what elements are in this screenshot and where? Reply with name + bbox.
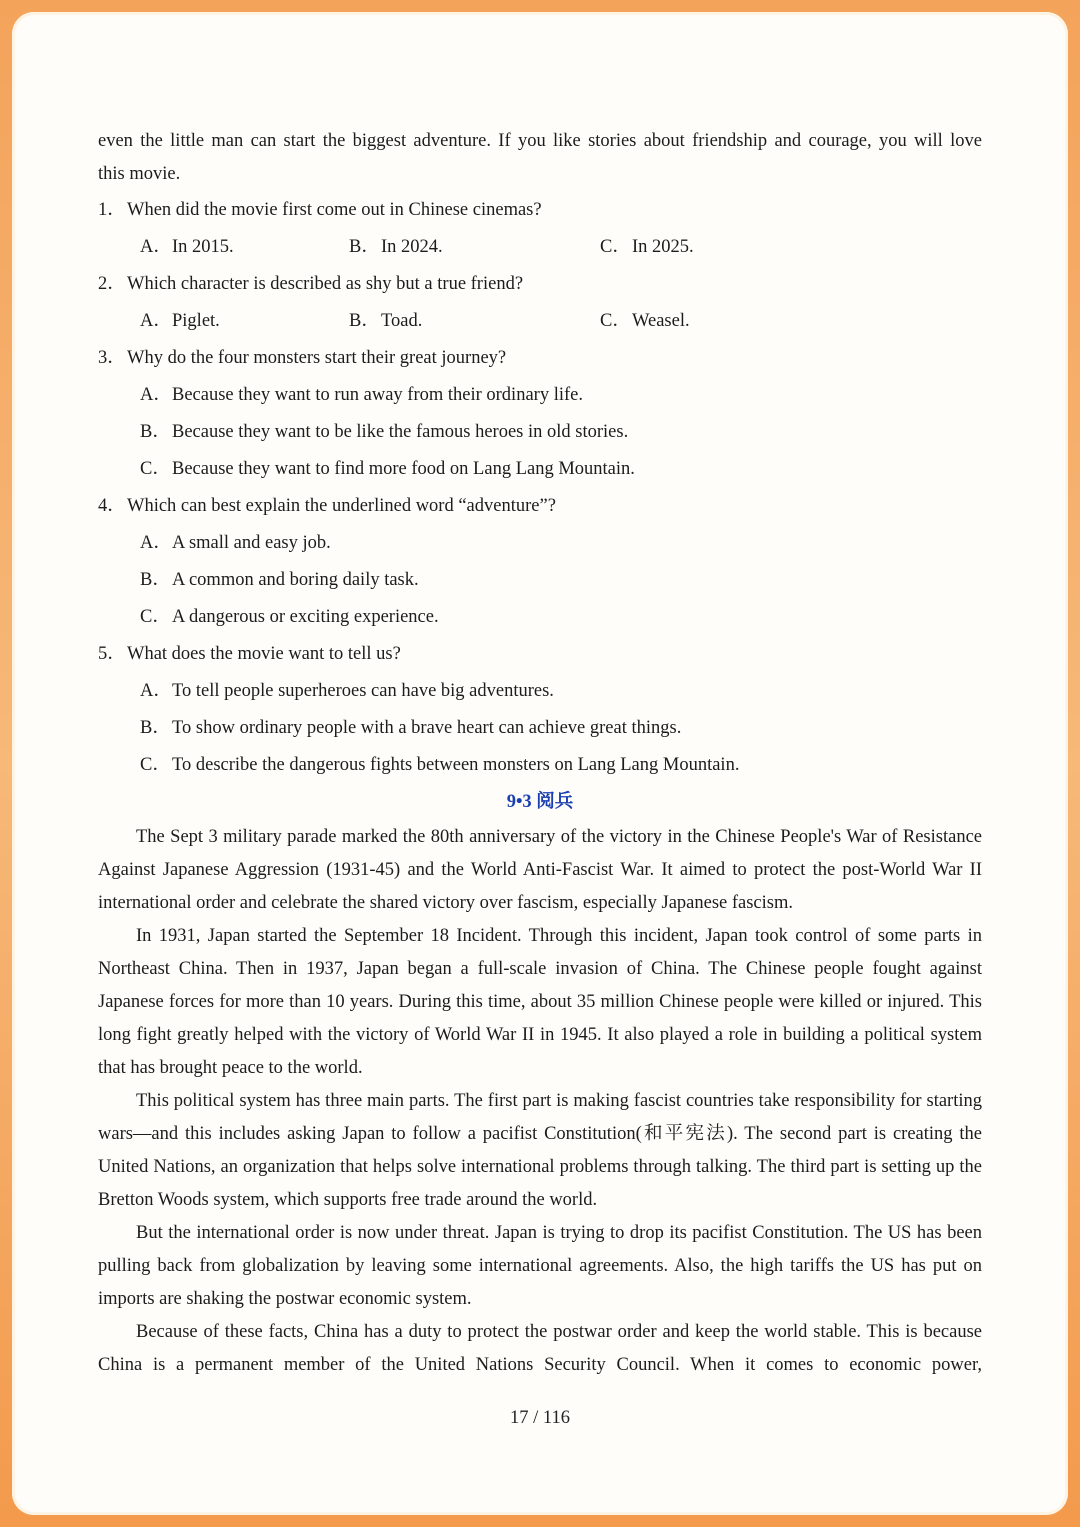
question-2 xyxy=(98,266,982,340)
intro-line-1: even the little man can start the biggest adventure. If you like stories about friendship and courage, you will love xyxy=(98,131,982,151)
question-text: Which character is described as shy but a true friend? xyxy=(127,274,524,294)
option-text: Because they want to be like the famous heroes in old stories. xyxy=(172,422,629,442)
question-stem xyxy=(98,192,982,229)
option-text: Because they want to run away from their ordinary life. xyxy=(172,385,583,405)
document-content xyxy=(98,124,982,1382)
question-number: 3． xyxy=(98,348,126,368)
option-letter: B． xyxy=(349,311,380,331)
option-a xyxy=(140,229,234,266)
paragraph-1: The Sept 3 military parade marked the 80th anniversary of the victory in the Chinese People's War of Resistance Against Japanese Aggression (1931-45) and the World Anti-Fascist War. It aimed to protect the post-World War II international order and celebrate the shared victory over fascism, especially Japanese fascism. xyxy=(98,827,982,913)
option-text: Toad. xyxy=(381,311,423,331)
question-number: 1． xyxy=(98,200,126,220)
option-text: To show ordinary people with a brave heart can achieve great things. xyxy=(172,718,682,738)
paragraph-3: This political system has three main parts. The first part is making fascist countries take responsibility for starting wars—and this includes asking Japan to follow a pacifist Constitution(和平宪法). The second part is creating the United Nations, an organization that helps solve international problems through talking. The third part is setting up the Bretton Woods system, which supports free trade around the world. xyxy=(98,1091,982,1210)
question-stem xyxy=(98,266,982,303)
question-3 xyxy=(98,340,982,488)
option-a xyxy=(140,303,220,340)
option-b xyxy=(98,710,982,747)
question-stem xyxy=(98,340,982,377)
question-number: 2． xyxy=(98,274,126,294)
question-number: 5． xyxy=(98,644,126,664)
paragraph-5: Because of these facts, China has a duty to protect the postwar order and keep the world stable. This is because China is a permanent member of the United Nations Security Council. When it comes to economic power, xyxy=(98,1322,982,1375)
question-text: What does the movie want to tell us? xyxy=(127,644,401,664)
option-a xyxy=(98,673,982,710)
option-text: In 2015. xyxy=(172,237,234,257)
option-c xyxy=(98,451,982,488)
option-letter: C． xyxy=(140,459,171,479)
option-letter: A． xyxy=(140,385,172,405)
question-text: When did the movie first come out in Chinese cinemas? xyxy=(127,200,542,220)
option-letter: B． xyxy=(140,422,171,442)
option-a xyxy=(98,377,982,414)
option-b xyxy=(349,229,443,266)
question-5 xyxy=(98,636,982,784)
option-text: A dangerous or exciting experience. xyxy=(172,607,439,627)
paragraph-2: In 1931, Japan started the September 18 Incident. Through this incident, Japan took control of some parts in Northeast China. Then in 1937, Japan began a full-scale invasion of China. The Chinese people fought against Japanese forces for more than 10 years. During this time, about 35 million Chinese people were killed or injured. This long fight greatly helped with the victory of World War II in 1945. It also played a role in building a political system that has brought peace to the world. xyxy=(98,926,982,1078)
question-stem xyxy=(98,636,982,673)
page-number: 17 / 116 xyxy=(510,1408,570,1428)
question-text: Why do the four monsters start their great journey? xyxy=(127,348,507,368)
option-letter: C． xyxy=(600,311,631,331)
option-b xyxy=(98,414,982,451)
option-text: To describe the dangerous fights between monsters on Lang Lang Mountain. xyxy=(172,755,740,775)
option-a xyxy=(98,525,982,562)
option-text: To tell people superheroes can have big adventures. xyxy=(172,681,554,701)
option-b xyxy=(98,562,982,599)
option-letter: B． xyxy=(349,237,380,257)
option-letter: C． xyxy=(140,607,171,627)
option-letter: C． xyxy=(600,237,631,257)
question-stem xyxy=(98,488,982,525)
option-text: In 2024. xyxy=(381,237,443,257)
options-row xyxy=(98,229,982,266)
option-c xyxy=(600,229,694,266)
question-1 xyxy=(98,192,982,266)
intro-line-2: this movie. xyxy=(98,164,181,184)
option-text: Piglet. xyxy=(172,311,220,331)
option-c xyxy=(600,303,690,340)
option-letter: A． xyxy=(140,311,172,331)
option-c xyxy=(98,747,982,784)
option-text: A small and easy job. xyxy=(172,533,331,553)
option-letter: C． xyxy=(140,755,171,775)
option-c xyxy=(98,599,982,636)
option-letter: A． xyxy=(140,681,172,701)
option-text: Because they want to find more food on Lang Lang Mountain. xyxy=(172,459,635,479)
option-b xyxy=(349,303,422,340)
paragraph-4: But the international order is now under threat. Japan is trying to drop its pacifist Constitution. The US has been pulling back from globalization by leaving some international agreements. Also, the high tariffs the US has put on imports are shaking the postwar economic system. xyxy=(98,1223,982,1309)
option-letter: A． xyxy=(140,533,172,553)
question-number: 4． xyxy=(98,496,126,516)
option-letter: B． xyxy=(140,718,171,738)
option-text: A common and boring daily task. xyxy=(172,570,419,590)
option-letter: B． xyxy=(140,570,171,590)
option-text: In 2025. xyxy=(632,237,694,257)
question-text: Which can best explain the underlined word “adventure”? xyxy=(127,496,556,516)
option-text: Weasel. xyxy=(632,311,690,331)
options-row xyxy=(98,303,982,340)
question-4 xyxy=(98,488,982,636)
option-letter: A． xyxy=(140,237,172,257)
section-title: 9•3 阅兵 xyxy=(506,792,574,812)
